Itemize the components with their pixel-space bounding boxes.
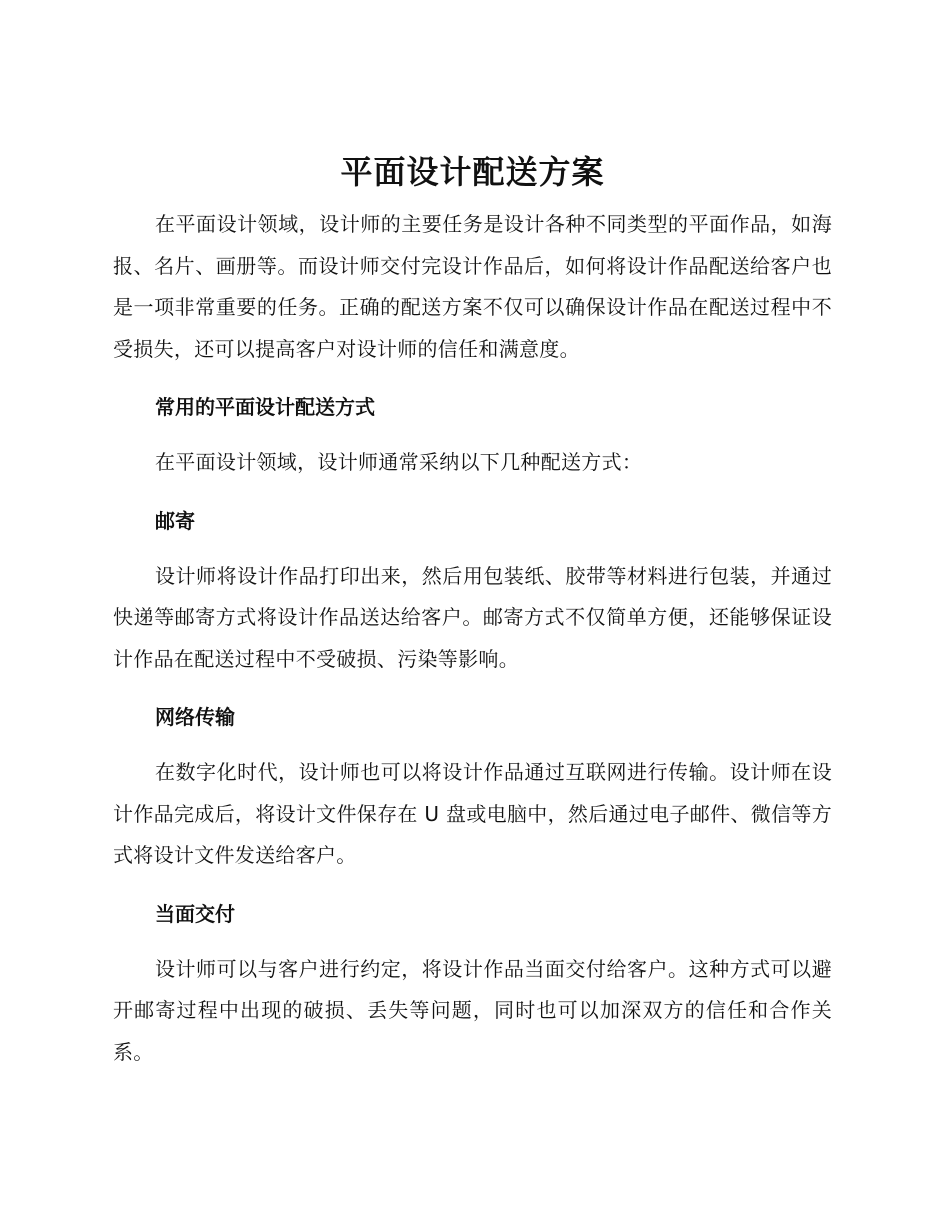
section-lead-paragraph: 在平面设计领域，设计师通常采纳以下几种配送方式： [155,450,643,474]
method-in-person [113,899,832,1074]
method-heading: 当面交付 [155,901,235,926]
section-heading: 常用的平面设计配送方式 [155,395,375,419]
method-network [113,702,832,877]
method-mail [113,506,832,681]
method-paragraph: 在数字化时代，设计师也可以将设计作品通过互联网进行传输。设计师在设计作品完成后，将设计文件保存在 U 盘或电脑中，然后通过电子邮件、微信等方式将设计文件发送给客户。 [113,760,832,867]
method-paragraph: 设计师将设计作品打印出来，然后用包装纸、胶带等材料进行包装，并通过快递等邮寄方式将设计作品送达给客户。邮寄方式不仅简单方便，还能够保证设计作品在配送过程中不受破损、污染等影响。 [113,563,832,671]
document-title: 平面设计配送方案 [340,153,605,191]
intro-paragraph: 在平面设计领域，设计师的主要任务是设计各种不同类型的平面作品，如海报、名片、画册等。而设计师交付完设计作品后，如何将设计作品配送给客户也是一项非常重要的任务。正确的配送方案不仅可以确保设计作品在配送过程中不受损失，还可以提高客户对设计师的信任和满意度。 [113,212,832,361]
method-paragraph: 设计师可以与客户进行约定，将设计作品当面交付给客户。这种方式可以避开邮寄过程中出现的破损、丢失等问题，同时也可以加深双方的信任和合作关系。 [113,956,832,1064]
method-heading: 网络传输 [155,705,235,729]
method-heading: 邮寄 [155,508,195,533]
